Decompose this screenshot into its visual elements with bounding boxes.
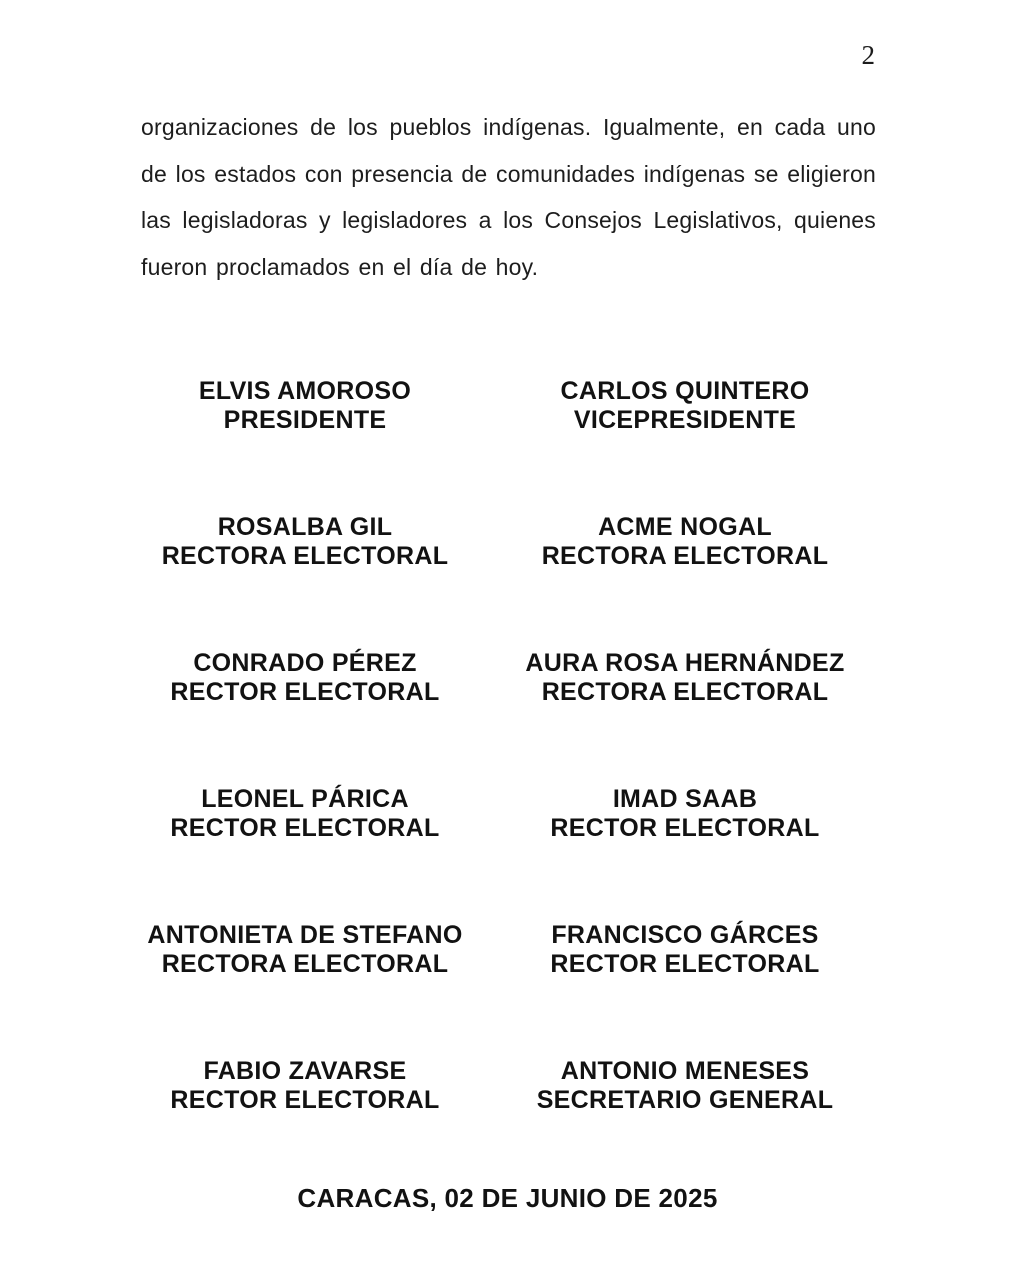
signatory-name: ROSALBA GIL (217, 513, 393, 541)
signature-cell (115, 649, 495, 707)
signatory-title: RECTORA ELECTORAL (161, 950, 449, 978)
signatory-name: IMAD SAAB (612, 785, 758, 813)
signatory-title: RECTORA ELECTORAL (161, 542, 449, 570)
signature-cell (495, 785, 875, 843)
signature-cell (115, 785, 495, 843)
signatory-title: VICEPRESIDENTE (573, 406, 797, 434)
signatory-title: RECTOR ELECTORAL (170, 1086, 440, 1114)
signatory-title: RECTOR ELECTORAL (170, 678, 440, 706)
signature-cell (495, 377, 875, 435)
signatory-name: ANTONIO MENESES (560, 1057, 810, 1085)
signature-cell (495, 649, 875, 707)
signature-cell (115, 377, 495, 435)
signatory-title: RECTOR ELECTORAL (550, 814, 820, 842)
signature-block (115, 377, 875, 1115)
signatory-title: RECTOR ELECTORAL (170, 814, 440, 842)
signatory-name: CONRADO PÉREZ (193, 649, 417, 677)
signatory-name: FABIO ZAVARSE (203, 1057, 407, 1085)
signatory-name: ACME NOGAL (598, 513, 772, 541)
signatory-title: PRESIDENTE (223, 406, 387, 434)
signatory-name: LEONEL PÁRICA (201, 785, 409, 813)
signatory-name: ELVIS AMOROSO (198, 377, 412, 405)
signatory-name: CARLOS QUINTERO (560, 377, 810, 405)
signature-cell (495, 921, 875, 979)
signatory-name: FRANCISCO GÁRCES (551, 921, 819, 949)
signature-cell (495, 513, 875, 571)
signature-cell (495, 1057, 875, 1115)
signatory-title: RECTORA ELECTORAL (541, 542, 829, 570)
page-number: 2 (861, 40, 875, 70)
signatory-title: RECTOR ELECTORAL (550, 950, 820, 978)
signatory-name: AURA ROSA HERNÁNDEZ (525, 649, 845, 677)
signature-cell (115, 513, 495, 571)
signature-cell (115, 1057, 495, 1115)
signatory-title: RECTORA ELECTORAL (541, 678, 829, 706)
signature-cell (115, 921, 495, 979)
signatory-name: ANTONIETA DE STEFANO (147, 921, 463, 949)
body-paragraph: organizaciones de los pueblos indígenas. Igualmente, en cada uno de los estados con presencia de comunidades indígenas se eligieron las legisladoras y legisladores a los Consejos Legislativos, quienes fueron proclamados en el día de hoy. (141, 114, 876, 280)
signatory-title: SECRETARIO GENERAL (536, 1086, 834, 1114)
dateline: CARACAS, 02 DE JUNIO DE 2025 (297, 1183, 718, 1213)
